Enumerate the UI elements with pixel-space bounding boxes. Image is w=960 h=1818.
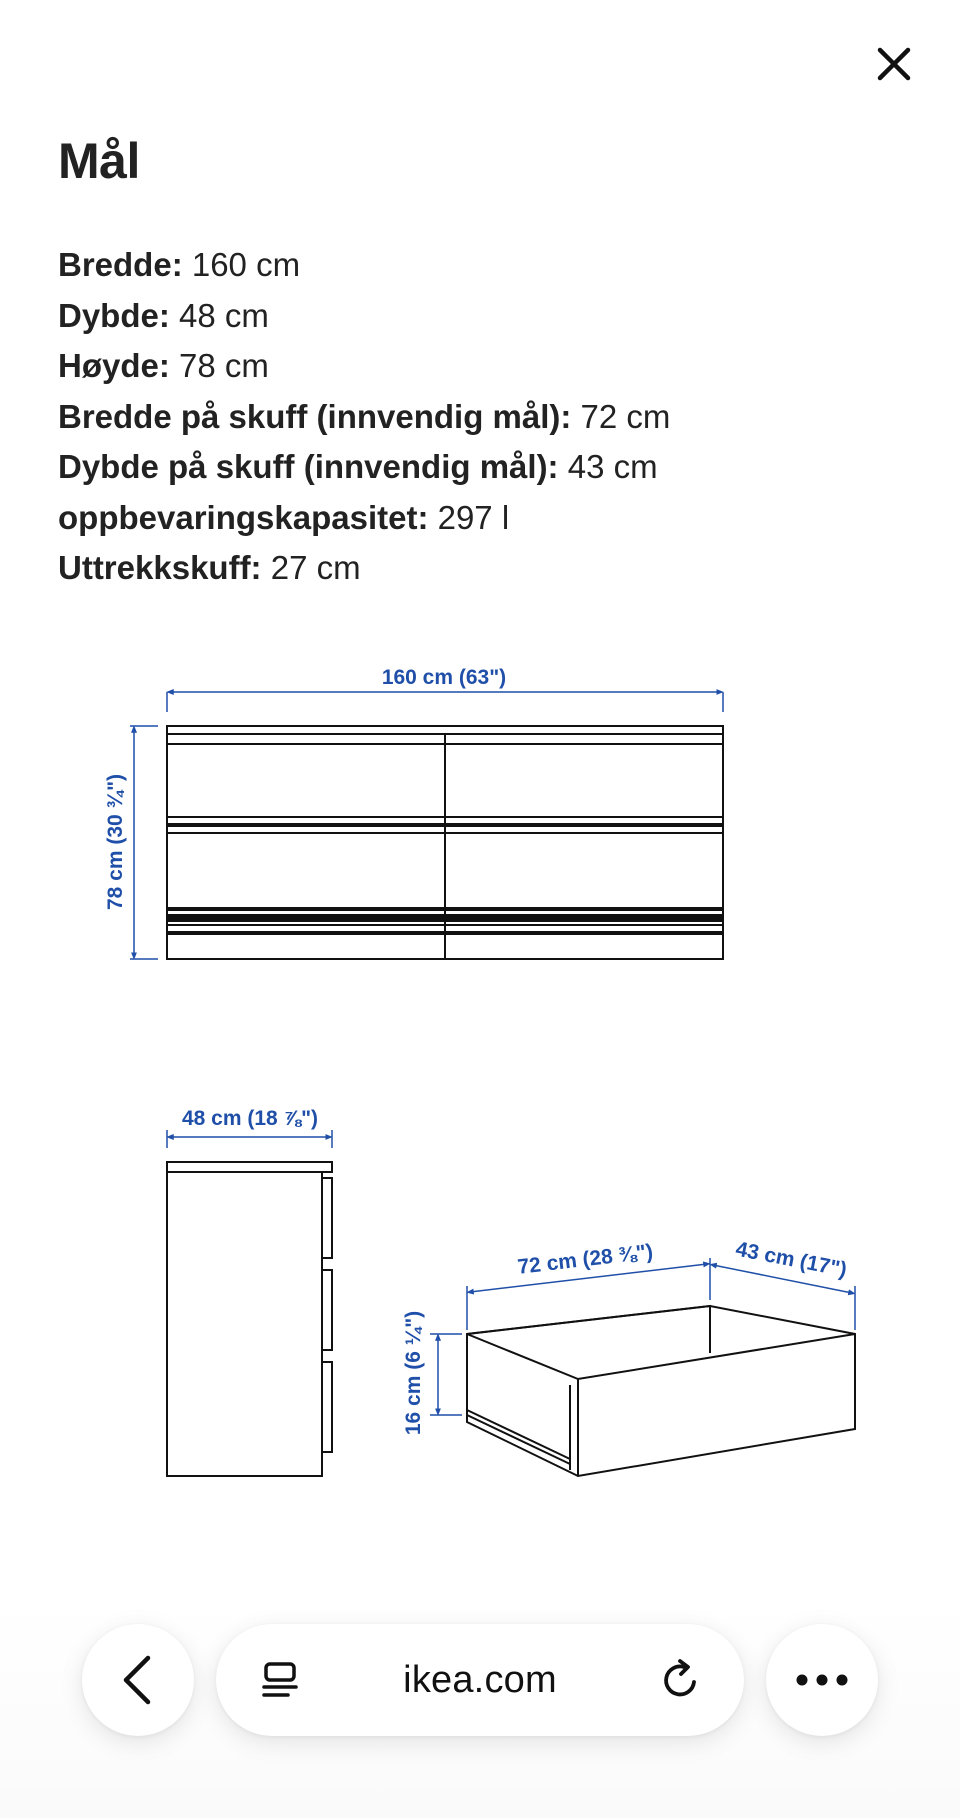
close-button[interactable] (862, 32, 926, 96)
width-dimension (167, 666, 723, 712)
url-text: ikea.com (403, 1658, 557, 1701)
side-view (167, 1162, 332, 1476)
dim-drawer-width: Bredde på skuff (innvendig mål): 72 cm (58, 397, 671, 435)
more-icon (796, 1674, 848, 1686)
reload-button[interactable] (656, 1656, 704, 1704)
drawer-height-label: 16 cm (6 ¼") (402, 1310, 425, 1436)
drawer-width-dimension (467, 1240, 710, 1330)
drawer-depth-label: 43 cm (17") (733, 1237, 849, 1282)
dim-height: Høyde: 78 cm (58, 347, 269, 384)
page-title: Mål (58, 133, 140, 189)
depth-dimension (167, 1107, 332, 1148)
dim-depth: Dybde: 48 cm (58, 296, 269, 334)
address-bar[interactable] (216, 1624, 744, 1736)
front-view (167, 726, 723, 959)
height-label: 78 cm (30 ¾") (104, 773, 127, 911)
dim-drawer-depth: Dybde på skuff (innvendig mål): 43 cm (58, 448, 658, 485)
chevron-left-icon (118, 1654, 158, 1706)
reader-button[interactable] (256, 1656, 304, 1704)
more-button[interactable] (766, 1624, 878, 1736)
dim-width: Bredde: 160 cm (58, 246, 301, 283)
dim-drawer-extension: Uttrekkskuff: 27 cm (58, 549, 361, 586)
close-icon (876, 46, 912, 82)
drawer-height-dimension (402, 1311, 462, 1435)
depth-label: 48 cm (18 ⅞") (181, 1107, 319, 1130)
dimension-list (58, 240, 918, 594)
width-label: 160 cm (63") (381, 666, 507, 689)
reader-icon (260, 1660, 300, 1700)
reload-icon (658, 1658, 702, 1702)
drawer-depth-dimension (713, 1238, 855, 1330)
drawer-view (467, 1306, 855, 1476)
dimension-diagram (0, 640, 960, 1520)
height-dimension (104, 726, 158, 959)
drawer-width-label: 72 cm (28 ⅜") (516, 1240, 655, 1279)
dim-capacity: oppbevaringskapasitet: 297 l (58, 498, 510, 536)
back-button[interactable] (82, 1624, 194, 1736)
